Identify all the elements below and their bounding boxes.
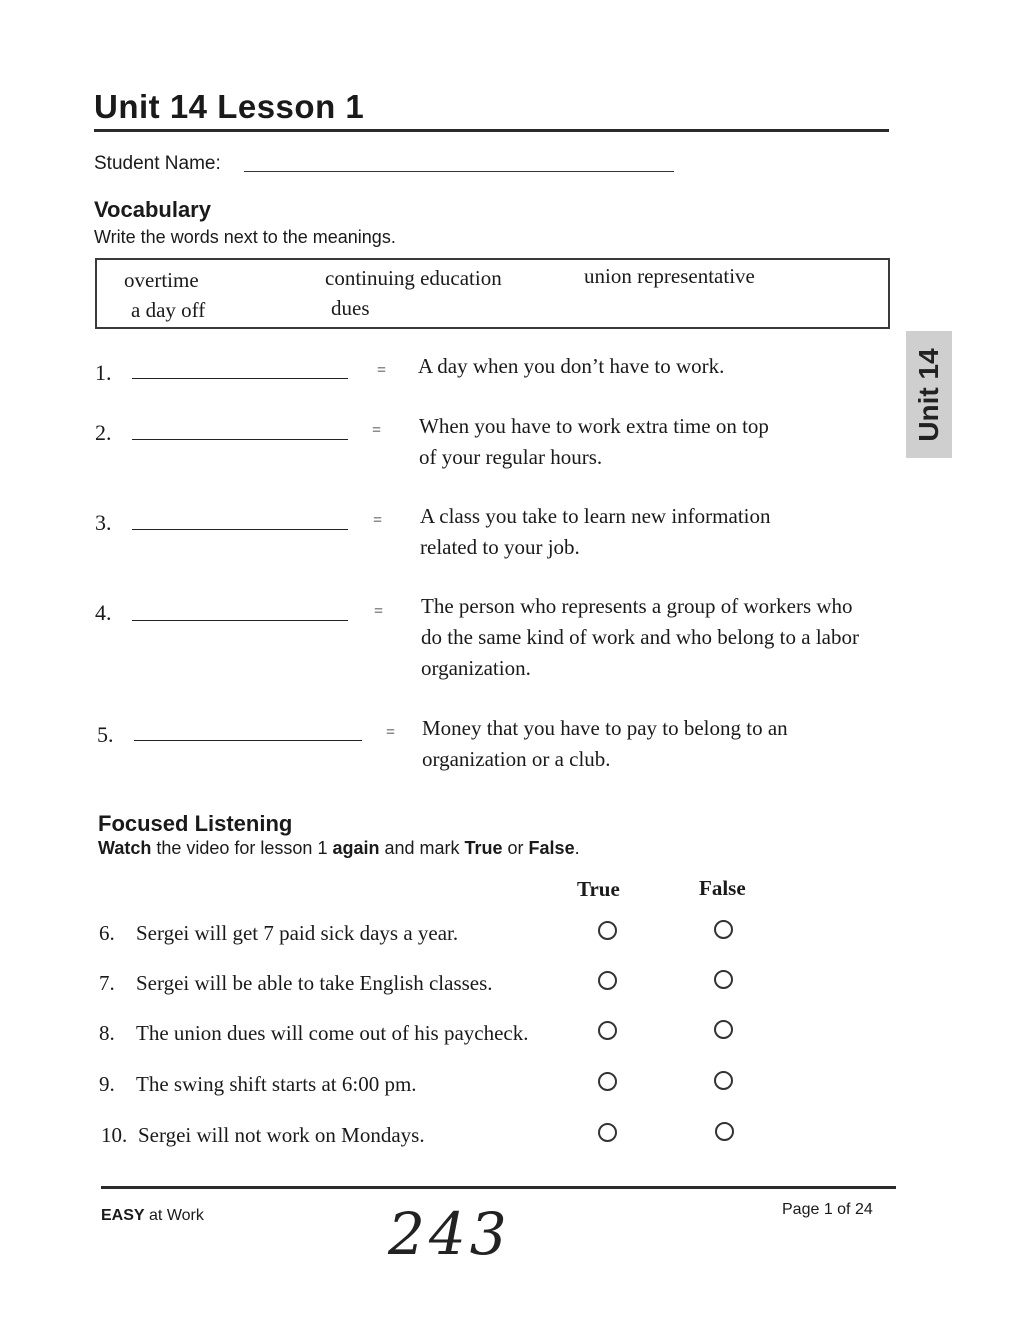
false-column-header: False [699,876,746,900]
true-radio[interactable] [598,1072,617,1091]
footer-brand [101,1207,204,1225]
equals-sign: = [372,422,382,439]
word-bank-item: continuing education [325,266,502,290]
instr-part: again [332,838,380,858]
footer-divider [101,1186,896,1189]
definition-text: The person who represents a group of workers who do the same kind of work and who belong to a labor organization. [421,594,859,680]
focused-listening-instructions [98,838,580,859]
instr-part: the video for lesson 1 [151,838,333,858]
footer-brand-rest: at Work [144,1207,204,1224]
false-radio[interactable] [714,970,733,989]
equals-sign: = [386,724,396,741]
false-radio[interactable] [714,920,733,939]
statement-text: Sergei will not work on Mondays. [138,1123,425,1147]
vocabulary-heading: Vocabulary [94,197,211,222]
answer-blank[interactable] [132,529,348,530]
statement-number: 10. [101,1123,128,1147]
definition-text: A class you take to learn new information related to your job. [420,504,771,559]
instr-part: True [464,838,503,858]
student-name-label: Student Name: [94,153,221,174]
false-radio[interactable] [714,1071,733,1090]
statement-number: 8. [99,1021,115,1045]
statement-text: The union dues will come out of his paycheck. [136,1021,529,1045]
item-number: 3. [95,510,112,535]
student-name-field[interactable] [244,171,674,172]
item-number: 2. [95,420,112,445]
item-number: 5. [97,722,114,747]
statement-number: 7. [99,971,115,995]
title-divider [94,129,889,132]
word-bank-item: overtime [124,268,199,292]
statement-number: 9. [99,1072,115,1096]
true-column-header: True [577,877,620,901]
answer-blank[interactable] [132,439,348,440]
instr-part: or [502,838,529,858]
page-title: Unit 14 Lesson 1 [94,88,365,125]
equals-sign: = [377,362,387,379]
definition-text: A day when you don’t have to work. [418,354,725,378]
instr-part: False [528,838,575,858]
vocabulary-instructions: Write the words next to the meanings. [94,227,396,247]
word-bank-item: dues [331,296,370,320]
true-radio[interactable] [598,1021,617,1040]
false-radio[interactable] [715,1122,734,1141]
unit-side-tab [906,331,952,458]
instr-part: . [574,838,580,858]
item-number: 4. [95,600,112,625]
statement-text: Sergei will be able to take English classes. [136,971,493,995]
statement-number: 6. [99,921,115,945]
instr-part: Watch [98,838,152,858]
definition-text: Money that you have to pay to belong to an organization or a club. [422,716,788,771]
footer-brand-bold: EASY [101,1207,145,1224]
equals-sign: = [374,603,384,620]
statement-text: Sergei will get 7 paid sick days a year. [136,921,459,945]
answer-blank[interactable] [132,378,348,379]
true-radio[interactable] [598,971,617,990]
focused-listening-heading: Focused Listening [98,811,293,836]
unit-side-tab-label: Unit 14 [913,347,944,442]
item-number: 1. [95,360,112,385]
word-bank-item: union representative [584,264,755,288]
false-radio[interactable] [714,1020,733,1039]
page-number: Page 1 of 24 [782,1201,873,1218]
true-radio[interactable] [598,921,617,940]
true-radio[interactable] [598,1123,617,1142]
equals-sign: = [373,512,383,529]
answer-blank[interactable] [134,740,362,741]
instr-part: and mark [379,838,465,858]
definition-text: When you have to work extra time on top of your regular hours. [419,414,769,469]
statement-text: The swing shift starts at 6:00 pm. [136,1072,417,1096]
word-bank [95,258,890,329]
answer-blank[interactable] [132,620,348,621]
handwritten-number: 243 [388,1200,511,1268]
word-bank-item: a day off [131,298,206,322]
